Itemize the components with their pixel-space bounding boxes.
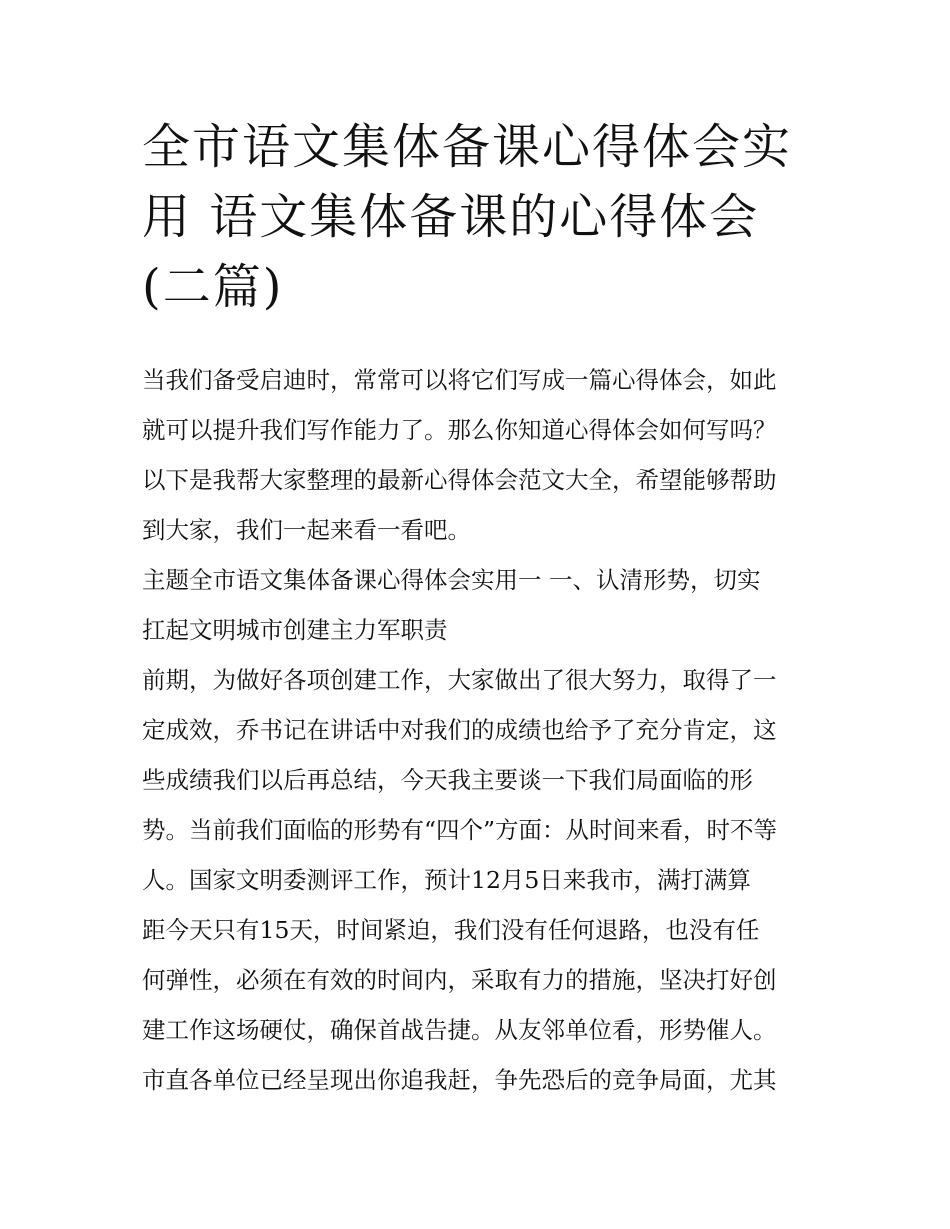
body-line: 距今天只有15天，时间紧迫，我们没有任何退路，也没有任: [142, 916, 760, 944]
body-line: 建工作这场硬仗，确保首战告捷。从友邻单位看，形势催人。: [142, 1016, 777, 1044]
body-line: 何弹性，必须在有效的时间内，采取有力的措施，坚决打好创: [142, 966, 777, 994]
title-line: 用 语文集体备课的心得体会: [142, 189, 760, 245]
title-line: (二篇): [142, 259, 284, 315]
body-line: 市直各单位已经呈现出你追我赶，争先恐后的竞争局面，尤其: [142, 1066, 777, 1094]
body-line: 势。当前我们面临的形势有“四个”方面：从时间来看，时不等: [142, 816, 778, 844]
body-line: 当我们备受启迪时，常常可以将它们写成一篇心得体会，如此: [142, 366, 777, 394]
body-line: 就可以提升我们写作能力了。那么你知道心得体会如何写吗？: [142, 416, 777, 444]
body-line: 主题全市语文集体备课心得体会实用一 一、认清形势，切实: [142, 566, 761, 594]
title-line: 全市语文集体备课心得体会实: [142, 119, 793, 175]
document-body: [142, 355, 822, 1105]
body-line: 前期，为做好各项创建工作，大家做出了很大努力，取得了一: [142, 666, 777, 694]
body-line: 扛起文明城市创建主力军职责: [142, 616, 448, 644]
body-line: 人。国家文明委测评工作，预计12月5日来我市，满打满算: [142, 866, 751, 894]
document-title: [142, 112, 822, 322]
body-line: 到大家，我们一起来看一看吧。: [142, 516, 471, 544]
body-line: 以下是我帮大家整理的最新心得体会范文大全，希望能够帮助: [142, 466, 777, 494]
body-line: 定成效，乔书记在讲话中对我们的成绩也给予了充分肯定，这: [142, 716, 777, 744]
body-line: 些成绩我们以后再总结，今天我主要谈一下我们局面临的形: [142, 766, 753, 794]
